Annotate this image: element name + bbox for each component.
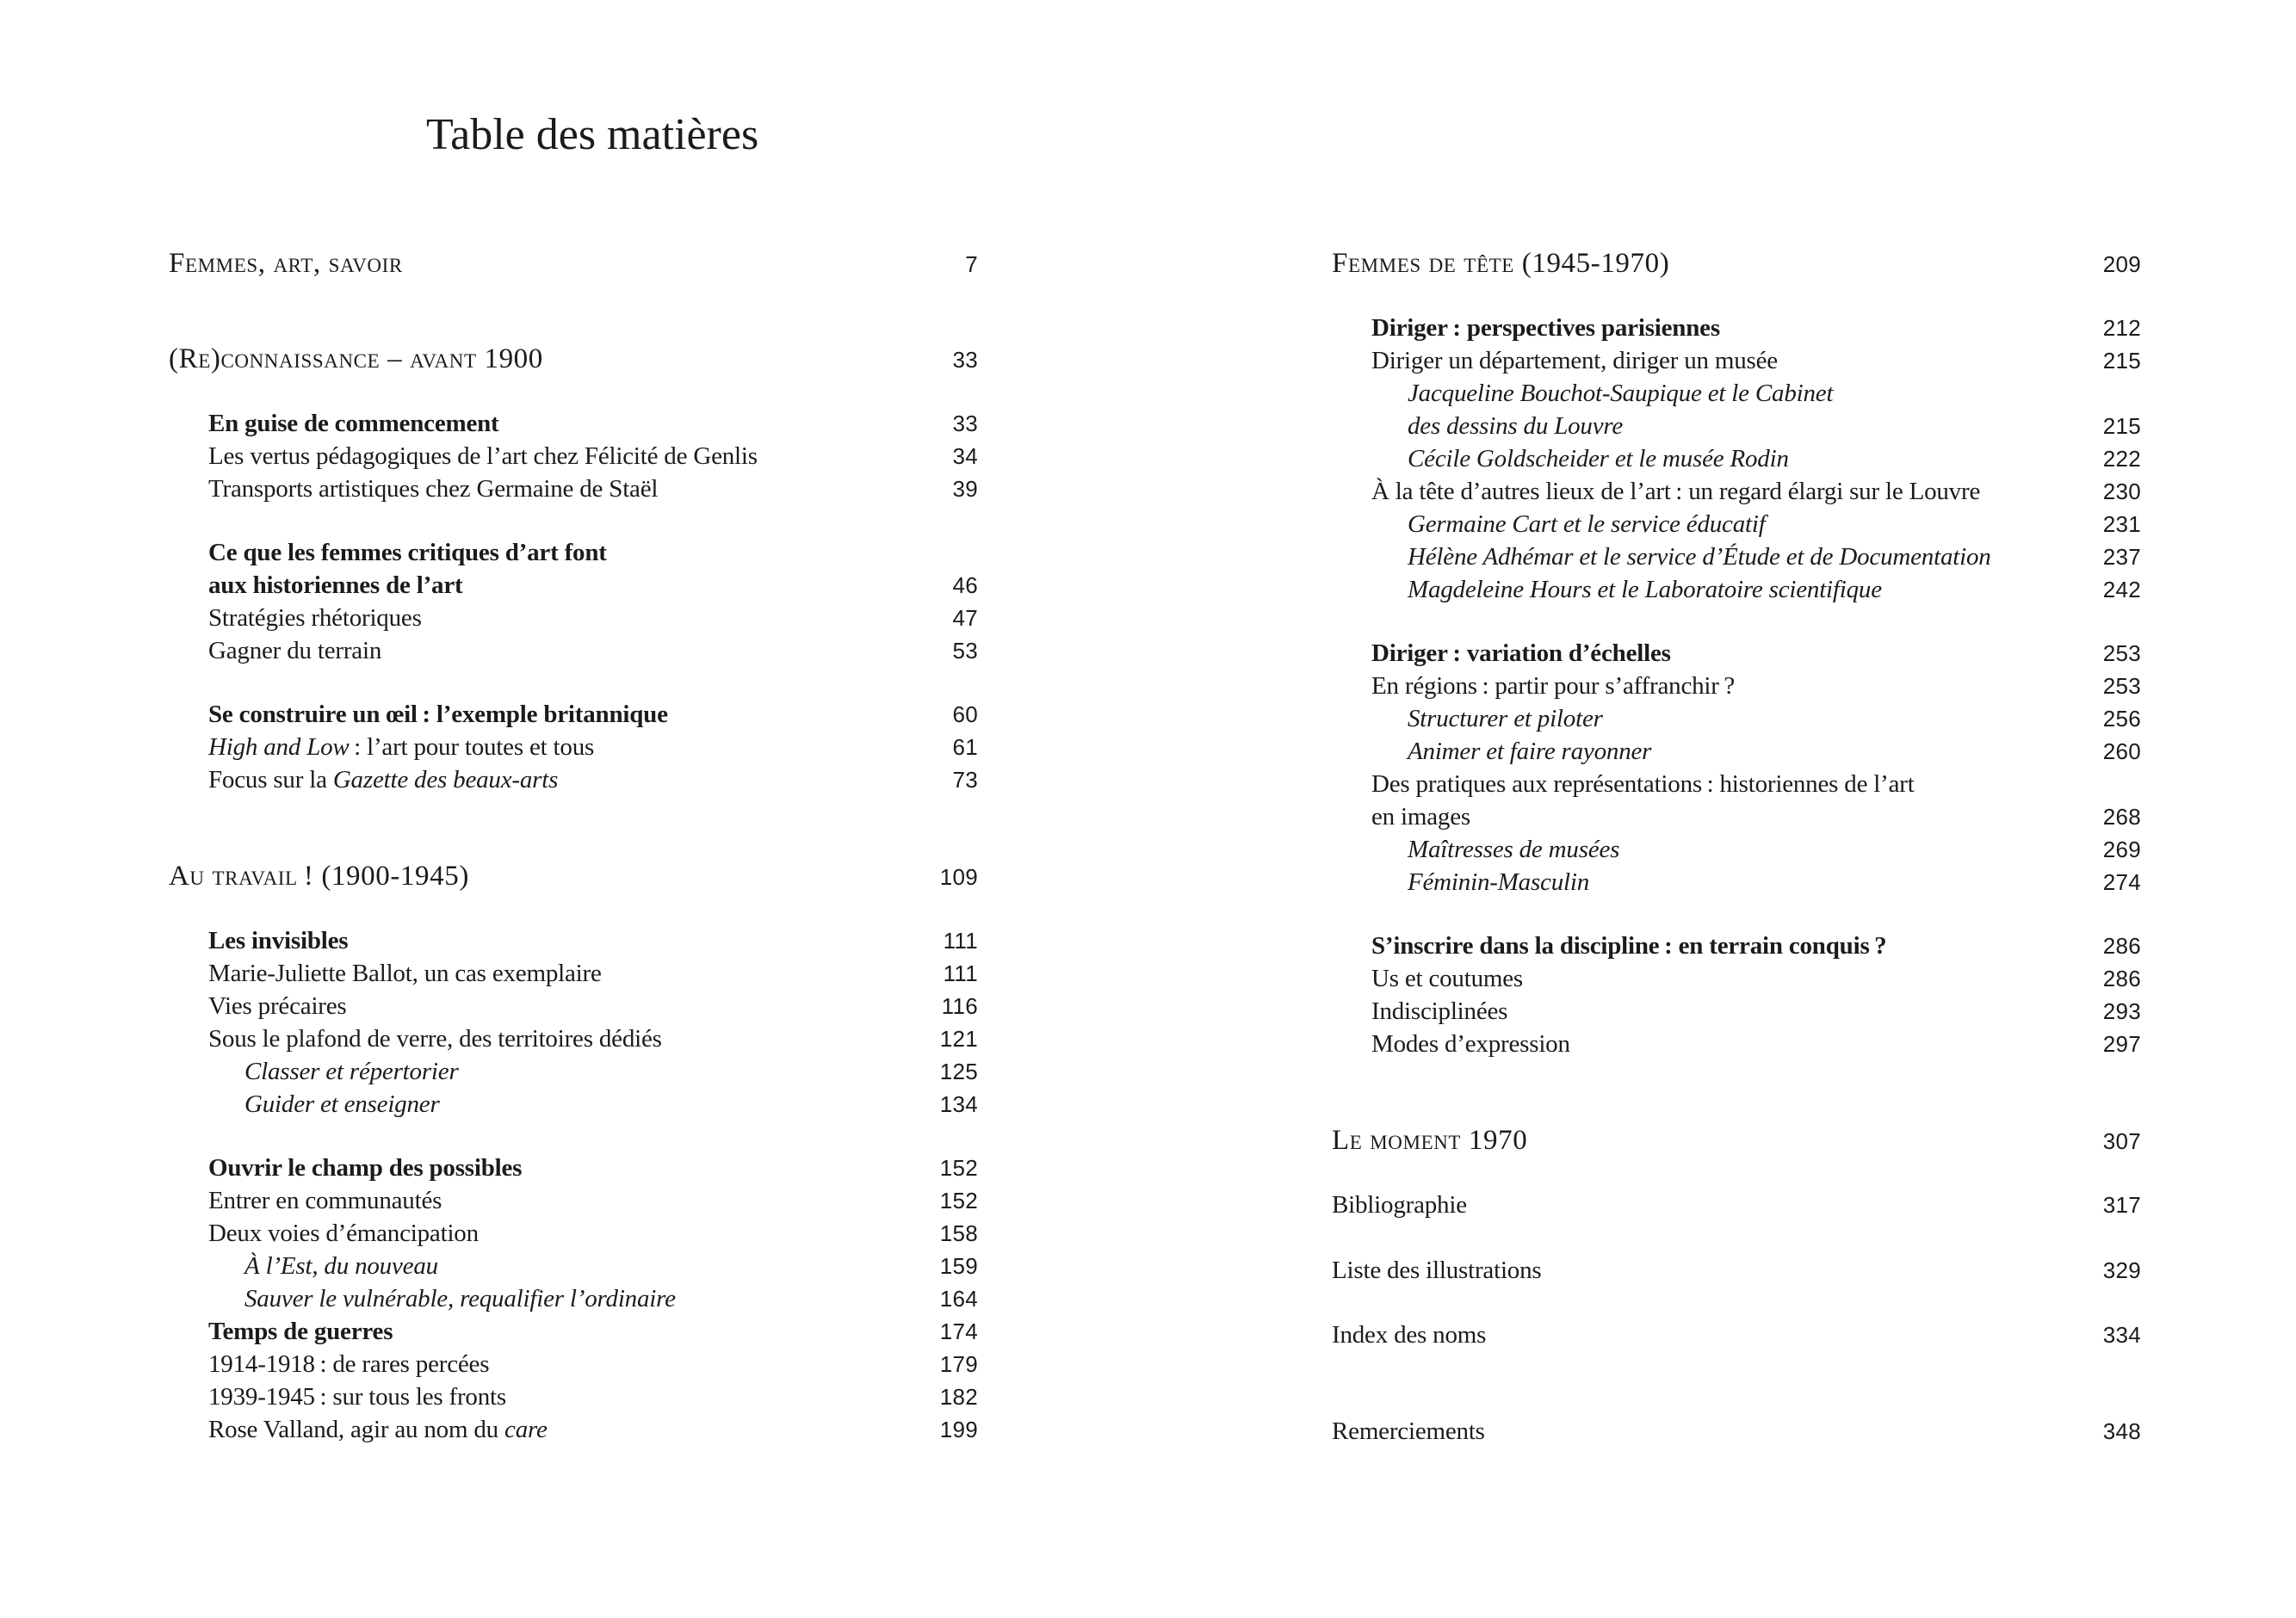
toc-label-italic-segment: Classer et répertorier [244,1058,459,1085]
toc-entry-row [169,1250,978,1282]
toc-entry-label [208,536,607,569]
toc-entry-label [208,1348,489,1380]
toc-entry-label [208,990,347,1022]
toc-entry-page-number: 134 [939,1091,978,1117]
toc-entry-row [1332,800,2141,833]
toc-entry-row [169,1088,978,1121]
toc-entry-label [244,1282,676,1315]
toc-entry-page-number: 329 [2102,1257,2141,1283]
toc-entry-label [208,407,499,440]
toc-label-italic-segment: Maîtresses de musées [1408,836,1620,863]
toc-label-segment: Focus sur la [208,766,333,794]
toc-entry-label [1371,312,1720,344]
toc-label-segment: Les vertus pédagogiques de l’art chez Félicité de Genlis [208,442,758,470]
toc-entry-row [169,1217,978,1250]
toc-entry-label [1408,377,1833,410]
toc-entry-row [1332,866,2141,899]
toc-entry-row [1332,637,2141,670]
toc-entry-label [244,1055,459,1088]
toc-entry-row [1332,929,2141,962]
toc-label-segment: Ce que les femmes critiques d’art font [208,539,607,566]
toc-entry-row [1332,1415,2141,1448]
toc-label-segment: (Re)connaissance – avant 1900 [169,343,543,374]
toc-entry-row [169,763,978,796]
toc-entry-page-number: 269 [2102,837,2141,862]
toc-label-segment: Femmes, art, savoir [169,248,403,279]
toc-entry-page-number: 116 [941,993,978,1019]
toc-entry-row [1332,377,2141,410]
toc-entry-row [169,1152,978,1184]
toc-entry-page-number: 209 [2102,251,2141,277]
toc-entry-page-number: 253 [2102,673,2141,699]
toc-entry-label [1371,670,1735,702]
toc-entry-row [169,731,978,763]
toc-entry-row [169,990,978,1022]
toc-entry-page-number: 121 [939,1026,978,1052]
toc-entry-label [208,569,462,602]
toc-label-segment: Les invisibles [208,927,349,954]
toc-entry-label [244,1088,440,1121]
toc-entry-label [1371,962,1523,995]
toc-entry-page-number: 53 [952,638,978,664]
toc-entry-page-number: 222 [2102,446,2141,472]
toc-entry-page-number: 260 [2102,738,2141,764]
toc-entry-label [1408,508,1766,540]
toc-label-segment: Ouvrir le champ des possibles [208,1154,523,1182]
toc-entry-row [169,698,978,731]
toc-entry-label [208,924,348,957]
toc-entry-page-number: 274 [2102,869,2141,895]
toc-label-italic-segment: Guider et enseigner [244,1090,440,1118]
toc-label-segment: : l’art pour toutes et tous [349,733,595,761]
toc-entry-label [1408,573,1882,606]
toc-label-segment: Deux voies d’émancipation [208,1220,479,1247]
toc-entry-row [1332,768,2141,800]
toc-label-italic-segment: Cécile Goldscheider et le musée Rodin [1408,445,1789,472]
toc-label-italic-segment: High and Low [208,733,350,761]
toc-entry-page-number: 7 [965,251,978,277]
toc-entry-page-number: 230 [2102,479,2141,504]
toc-label-italic-segment: Sauver le vulnérable, requalifier l’ordinaire [244,1285,676,1312]
toc-entry-label [169,247,403,280]
toc-entry-row [169,1022,978,1055]
toc-label-segment: Temps de guerres [208,1318,393,1345]
toc-label-segment: Se construire un œil : l’exemple britannique [208,701,668,728]
toc-label-segment: Indisciplinées [1371,997,1508,1025]
toc-label-segment: En guise de commencement [208,410,499,437]
toc-entry-label [208,1184,442,1217]
toc-label-segment: Transports artistiques chez Germaine de Staël [208,475,659,503]
toc-entry-label [208,1413,548,1446]
toc-entry-page-number: 174 [939,1318,978,1344]
toc-label-segment: Le moment 1970 [1332,1125,1528,1156]
toc-entry-page-number: 152 [939,1155,978,1181]
toc-entry-label [208,602,422,634]
toc-entry-row [169,536,978,569]
toc-entry-row [169,634,978,667]
toc-section-row [169,247,978,281]
toc-entry-row [169,1413,978,1446]
toc-entry-label [1408,410,1623,442]
toc-entry-row [1332,833,2141,866]
toc-entry-row [1332,962,2141,995]
toc-section-row [169,860,978,893]
toc-entry-row [169,1348,978,1380]
toc-label-segment: Diriger un département, diriger un musée [1371,347,1778,374]
toc-label-italic-segment: Hélène Adhémar et le service d’Étude et de Documentation [1408,543,1991,571]
toc-entry-label [244,1250,438,1282]
toc-entry-label [208,957,602,990]
toc-entry-page-number: 286 [2102,933,2141,959]
toc-label-italic-segment: Gazette des beaux-arts [332,766,559,794]
toc-entry-page-number: 212 [2102,315,2141,341]
toc-entry-label [169,343,543,375]
toc-entry-row [169,1055,978,1088]
toc-label-segment: Entrer en communautés [208,1187,442,1214]
toc-entry-page-number: 111 [943,928,978,954]
toc-entry-row [1332,508,2141,540]
toc-entry-row [1332,1189,2141,1221]
toc-entry-page-number: 34 [952,443,978,469]
toc-entry-row [1332,995,2141,1028]
toc-label-segment: Rose Valland, agir au nom du [208,1416,505,1443]
toc-entry-label [1371,344,1778,377]
toc-entry-row [1332,735,2141,768]
toc-label-segment: 1914-1918 : de rares percées [208,1350,490,1378]
toc-label-italic-segment: Féminin-Masculin [1408,868,1590,896]
toc-entry-row [169,472,978,505]
toc-label-italic-segment: Animer et faire rayonner [1408,738,1652,765]
toc-label-segment: Bibliographie [1332,1191,1467,1219]
toc-label-segment: Vies précaires [208,992,347,1020]
toc-label-segment: Femmes de tête (1945-1970) [1332,248,1670,279]
toc-label-segment: À la tête d’autres lieux de l’art : un regard élargi sur le Louvre [1371,478,1981,505]
toc-entry-label [208,763,558,796]
toc-entry-page-number: 334 [2102,1322,2141,1348]
toc-label-italic-segment: Magdeleine Hours et le Laboratoire scientifique [1408,576,1882,603]
toc-entry-page-number: 253 [2102,640,2141,666]
toc-entry-label [169,860,469,892]
toc-label-segment: Remerciements [1332,1417,1485,1445]
toc-entry-page-number: 60 [952,701,978,727]
toc-label-segment: En régions : partir pour s’affranchir ? [1371,672,1736,700]
toc-entry-page-number: 33 [952,347,978,373]
toc-entry-label [208,472,658,505]
toc-entry-row [1332,1028,2141,1060]
toc-section-row [169,343,978,376]
toc-entry-page-number: 158 [939,1220,978,1246]
toc-entry-page-number: 231 [2102,511,2141,537]
toc-label-segment: Marie-Juliette Ballot, un cas exemplaire [208,960,602,987]
toc-entry-page-number: 46 [952,572,978,598]
toc-label-segment: 1939-1945 : sur tous les fronts [208,1383,506,1411]
toc-entry-row [1332,410,2141,442]
toc-entry-row [1332,540,2141,573]
toc-entry-page-number: 159 [939,1253,978,1279]
toc-entry-row [1332,442,2141,475]
toc-entry-label [1408,442,1789,475]
toc-label-segment: Diriger : perspectives parisiennes [1371,314,1720,342]
toc-entry-label [1408,866,1589,899]
toc-entry-page-number: 268 [2102,804,2141,830]
toc-entry-label [1332,1124,1527,1157]
toc-label-segment: en images [1371,803,1470,831]
toc-entry-label [1332,1254,1542,1287]
toc-entry-label [1408,540,1991,573]
toc-entry-page-number: 47 [952,605,978,631]
toc-entry-page-number: 73 [952,767,978,793]
toc-entry-page-number: 111 [943,960,978,986]
toc-entry-row [1332,1254,2141,1287]
toc-entry-page-number: 242 [2102,577,2141,602]
toc-entry-row [169,1282,978,1315]
toc-entry-row [169,407,978,440]
toc-entry-row [169,1380,978,1413]
toc-entry-page-number: 179 [939,1351,978,1377]
toc-entry-page-number: 307 [2102,1128,2141,1154]
toc-entry-row [1332,702,2141,735]
toc-label-segment: S’inscrire dans la discipline : en terrain conquis ? [1371,932,1887,960]
toc-entry-row [169,957,978,990]
toc-entry-page-number: 182 [939,1384,978,1410]
toc-label-italic-segment: À l’Est, du nouveau [244,1252,438,1280]
toc-entry-page-number: 164 [939,1286,978,1312]
toc-entry-label [208,1380,506,1413]
toc-label-segment: Us et coutumes [1371,965,1524,992]
toc-entry-label [1371,637,1671,670]
toc-entry-label [208,1315,393,1348]
toc-entry-row [169,602,978,634]
toc-entry-page-number: 293 [2102,998,2141,1024]
toc-entry-row [169,1315,978,1348]
toc-label-segment: Modes d’expression [1371,1030,1570,1058]
toc-label-segment: Liste des illustrations [1332,1257,1542,1284]
toc-column-left [169,247,978,1446]
toc-entry-label [208,698,668,731]
toc-entry-label [1332,247,1669,280]
toc-entry-row [1332,475,2141,508]
toc-entry-label [208,731,594,763]
toc-entry-page-number: 215 [2102,348,2141,374]
toc-label-segment: Sous le plafond de verre, des territoires dédiés [208,1025,662,1053]
toc-entry-page-number: 317 [2102,1192,2141,1218]
toc-section-row [1332,247,2141,281]
toc-entry-label [1408,735,1651,768]
toc-entry-label [1332,1415,1485,1448]
toc-section-row [1332,1124,2141,1158]
toc-entry-label [1332,1189,1467,1221]
toc-entry-page-number: 33 [952,411,978,436]
toc-entry-label [1408,833,1619,866]
toc-entry-page-number: 61 [952,734,978,760]
toc-entry-row [169,569,978,602]
toc-entry-page-number: 286 [2102,966,2141,991]
toc-label-italic-segment: care [504,1416,548,1443]
toc-label-italic-segment: des dessins du Louvre [1408,412,1624,440]
toc-entry-label [208,634,381,667]
toc-label-segment: Diriger : variation d’échelles [1371,639,1671,667]
toc-entry-label [208,440,758,472]
toc-entry-label [1371,768,1915,800]
toc-entry-label [208,1217,479,1250]
toc-entry-label [1371,929,1886,962]
toc-entry-row [169,924,978,957]
toc-entry-page-number: 109 [939,864,978,890]
toc-column-right [1332,247,2141,1448]
toc-entry-label [1371,475,1980,508]
toc-entry-page-number: 152 [939,1188,978,1214]
toc-entry-page-number: 256 [2102,706,2141,732]
toc-entry-page-number: 237 [2102,544,2141,570]
toc-entry-row [1332,344,2141,377]
toc-entry-page-number: 215 [2102,413,2141,439]
toc-entry-label [208,1022,662,1055]
toc-entry-page-number: 199 [939,1417,978,1442]
toc-label-segment: aux historiennes de l’art [208,571,463,599]
toc-entry-label [1408,702,1603,735]
toc-label-segment: Stratégies rhétoriques [208,604,422,632]
toc-entry-row [169,440,978,472]
toc-entry-row [1332,573,2141,606]
toc-entry-page-number: 348 [2102,1418,2141,1444]
toc-label-segment: Au travail ! (1900-1945) [169,861,469,892]
toc-entry-label [1371,1028,1570,1060]
toc-label-segment: Gagner du terrain [208,637,382,664]
toc-entry-row [169,1184,978,1217]
toc-entry-row [1332,1318,2141,1351]
toc-label-segment: Index des noms [1332,1321,1487,1349]
toc-entry-label [1332,1318,1486,1351]
toc-label-italic-segment: Jacqueline Bouchot-Saupique et le Cabinet [1408,380,1834,407]
toc-label-italic-segment: Structurer et piloter [1408,705,1603,732]
toc-entry-label [208,1152,522,1184]
page-title: Table des matières [426,110,759,159]
toc-entry-row [1332,670,2141,702]
toc-entry-page-number: 39 [952,476,978,502]
toc-label-italic-segment: Germaine Cart et le service éducatif [1408,510,1766,538]
toc-entry-label [1371,800,1470,833]
toc-entry-page-number: 297 [2102,1031,2141,1057]
toc-label-segment: Des pratiques aux représentations : historiennes de l’art [1371,770,1915,798]
toc-entry-label [1371,995,1507,1028]
toc-entry-page-number: 125 [939,1059,978,1084]
toc-entry-row [1332,312,2141,344]
